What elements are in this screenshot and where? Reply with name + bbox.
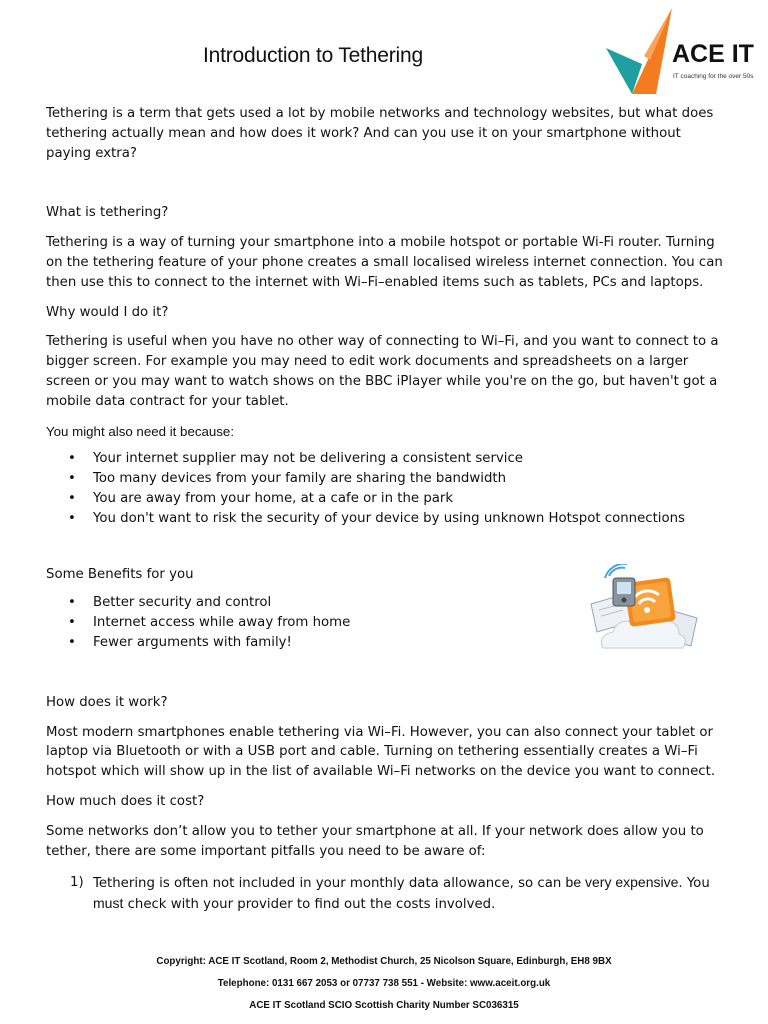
footer-copyright: Copyright: ACE IT Scotland, Room 2, Methodist Church, 25 Nicolson Square, Edinburgh, EH8 9BX (156, 956, 612, 967)
why-paragraph: Tethering is useful when you have no other way of connecting to Wi–Fi, and you want to connect to a bigger screen. For example you may need to edit work documents and spreadsheets on a larger screen or you may want to watch shows on the BBC iPlayer while you're on the go, but haven't got a mobile data contract for your tablet. (46, 334, 719, 409)
list-item: • Your internet supplier may not be delivering a consistent service (46, 449, 726, 469)
also-need-list (46, 449, 726, 528)
list-item: • Internet access while away from home (46, 613, 726, 633)
how-works-paragraph: Most modern smartphones enable tethering via Wi–Fi. However, you can also connect your tablet or laptop via Bluetooth or with a USB port and cable. Turning on tethering essentially creates a Wi–Fi hotspot which will show up in the list of available Wi–Fi networks on the device you want to connect. (46, 724, 716, 780)
also-need-heading: You might also need it because: (46, 423, 235, 439)
cost-paragraph: Some networks don’t allow you to tether your smartphone at all. If your network does allow you to tether, there are some important pitfalls you need to be aware of: (46, 823, 704, 859)
document-body (46, 104, 726, 915)
how-works-heading: How does it work? (46, 694, 168, 710)
benefits-heading: Some Benefits for you (46, 566, 194, 582)
list-item: • You are away from your home, at a cafe or in the park (46, 489, 726, 509)
cost-item-emphasis-expensive: be very expensive (565, 874, 679, 891)
cost-item-emphasis-must: must (93, 895, 124, 912)
cost-item-text-3: check with your provider to find out the costs involved. (127, 897, 496, 913)
list-item: • Better security and control (46, 593, 726, 613)
list-number: 1) (70, 875, 84, 891)
cost-numbered-list (46, 873, 726, 915)
cost-item-text-2: . You (678, 876, 710, 892)
mobile-hotspot-illustration-icon (587, 564, 699, 654)
list-item (46, 873, 726, 915)
what-is-heading: What is tethering? (46, 205, 169, 221)
logo-tagline: IT coaching for the over 50s (673, 73, 754, 80)
ace-it-logo (604, 8, 768, 94)
page-title: Introduction to Tethering (203, 44, 423, 67)
why-heading: Why would I do it? (46, 304, 169, 320)
footer-contact: Telephone: 0131 667 2053 or 07737 738 551 - Website: www.aceit.org.uk (217, 978, 551, 989)
cost-item-text-1: Tethering is often not included in your monthly data allowance, so can (93, 876, 562, 892)
list-item: • Too many devices from your family are sharing the bandwidth (46, 469, 726, 489)
intro-paragraph: Tethering is a term that gets used a lot by mobile networks and technology websites, but what does tethering actually mean and how does it work? And can you use it on your smartphone without paying extra? (46, 106, 714, 161)
list-item: • You don't want to risk the security of your device by using unknown Hotspot connections (46, 509, 726, 529)
list-item: • Fewer arguments with family! (46, 633, 726, 653)
footer-charity-number: ACE IT Scotland SCIO Scottish Charity Number SC036315 (249, 1000, 519, 1011)
cost-heading: How much does it cost? (46, 793, 205, 809)
what-is-paragraph: Tethering is a way of turning your smartphone into a mobile hotspot or portable Wi-Fi router. Turning on the tethering feature of your phone creates a small localised wireless internet connection. You can then use this to connect to the internet with Wi–Fi–enabled items such as tablets, PCs and laptops. (46, 235, 723, 290)
ace-it-logo-mark-icon (604, 8, 674, 94)
logo-name: ACE IT (672, 40, 754, 68)
